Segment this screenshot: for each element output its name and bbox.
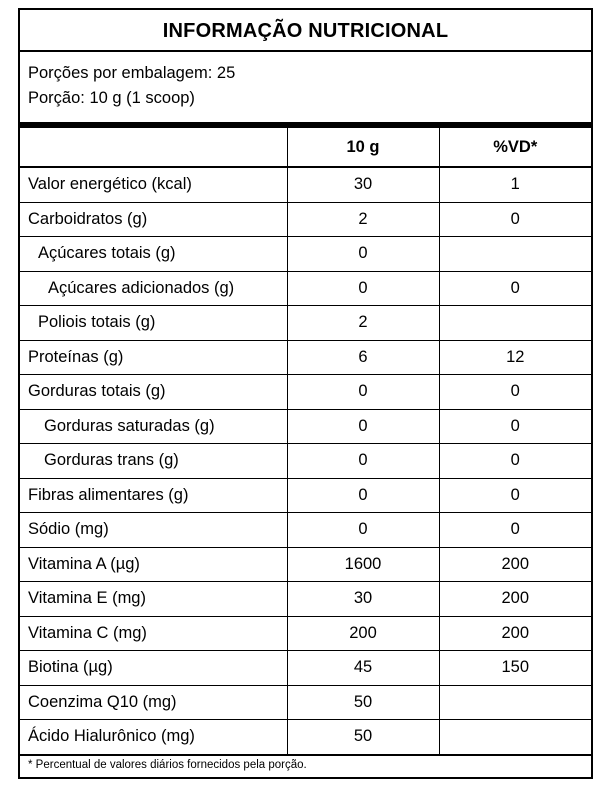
nutrient-name: Vitamina C (mg) xyxy=(20,616,287,651)
table-row xyxy=(20,616,591,651)
nutrient-vd: 0 xyxy=(439,513,591,548)
table-row xyxy=(20,237,591,272)
nutrient-name: Poliois totais (g) xyxy=(20,306,287,341)
nutrient-name: Carboidratos (g) xyxy=(20,202,287,237)
nutrient-vd: 0 xyxy=(439,478,591,513)
table-row xyxy=(20,720,591,755)
nutrient-amount: 50 xyxy=(287,685,439,720)
table-row xyxy=(20,547,591,582)
table-row xyxy=(20,444,591,479)
footnote: * Percentual de valores diários fornecidos pela porção. xyxy=(28,759,307,771)
nutrient-vd: 200 xyxy=(439,582,591,617)
nutrient-vd xyxy=(439,720,591,755)
table-row xyxy=(20,375,591,410)
nutrient-vd: 0 xyxy=(439,202,591,237)
nutrient-amount: 1600 xyxy=(287,547,439,582)
nutrient-vd xyxy=(439,685,591,720)
nutrient-vd: 0 xyxy=(439,375,591,410)
nutrient-amount: 30 xyxy=(287,582,439,617)
table-row xyxy=(20,651,591,686)
nutrient-name: Proteínas (g) xyxy=(20,340,287,375)
nutrient-vd: 1 xyxy=(439,167,591,202)
nutrient-vd: 150 xyxy=(439,651,591,686)
nutrient-vd xyxy=(439,237,591,272)
table-row xyxy=(20,478,591,513)
nutrient-vd: 0 xyxy=(439,444,591,479)
nutrient-amount: 45 xyxy=(287,651,439,686)
nutrient-name: Vitamina A (µg) xyxy=(20,547,287,582)
nutrient-amount: 2 xyxy=(287,202,439,237)
table-row xyxy=(20,409,591,444)
nutrient-vd xyxy=(439,306,591,341)
table-row xyxy=(20,167,591,202)
nutrient-amount: 6 xyxy=(287,340,439,375)
table-row xyxy=(20,513,591,548)
nutrient-name: Açúcares totais (g) xyxy=(20,237,287,272)
nutrient-name: Ácido Hialurônico (mg) xyxy=(20,720,287,755)
nutrient-name: Vitamina E (mg) xyxy=(20,582,287,617)
portions-per-package: Porções por embalagem: 25 xyxy=(28,64,236,82)
nutrient-vd: 12 xyxy=(439,340,591,375)
nutrient-amount: 0 xyxy=(287,444,439,479)
nutrient-amount: 200 xyxy=(287,616,439,651)
nutrient-amount: 0 xyxy=(287,271,439,306)
label-title: INFORMAÇÃO NUTRICIONAL xyxy=(20,10,591,52)
header-vd: %VD* xyxy=(439,128,591,167)
nutrient-vd: 0 xyxy=(439,271,591,306)
nutrient-amount: 2 xyxy=(287,306,439,341)
nutrition-label xyxy=(18,8,593,779)
nutrient-amount: 0 xyxy=(287,375,439,410)
nutrient-vd: 200 xyxy=(439,547,591,582)
nutrient-vd: 0 xyxy=(439,409,591,444)
table-row xyxy=(20,340,591,375)
nutrient-name: Gorduras trans (g) xyxy=(20,444,287,479)
nutrient-name: Gorduras saturadas (g) xyxy=(20,409,287,444)
table-row xyxy=(20,306,591,341)
nutrient-name: Açúcares adicionados (g) xyxy=(20,271,287,306)
nutrient-amount: 30 xyxy=(287,167,439,202)
nutrient-amount: 0 xyxy=(287,478,439,513)
nutrient-amount: 0 xyxy=(287,513,439,548)
portion-size: Porção: 10 g (1 scoop) xyxy=(28,89,195,107)
nutrient-amount: 0 xyxy=(287,237,439,272)
nutrient-amount: 0 xyxy=(287,409,439,444)
nutrient-amount: 50 xyxy=(287,720,439,755)
table-header-row xyxy=(20,128,591,167)
nutrient-name: Coenzima Q10 (mg) xyxy=(20,685,287,720)
table-row xyxy=(20,685,591,720)
table-row xyxy=(20,202,591,237)
table-row xyxy=(20,582,591,617)
header-amount: 10 g xyxy=(287,128,439,167)
nutrient-name: Valor energético (kcal) xyxy=(20,167,287,202)
nutrient-vd: 200 xyxy=(439,616,591,651)
nutrient-name: Sódio (mg) xyxy=(20,513,287,548)
nutrient-name: Biotina (µg) xyxy=(20,651,287,686)
table-row xyxy=(20,271,591,306)
nutrition-table xyxy=(20,128,591,756)
header-nutrient xyxy=(20,128,287,167)
nutrient-name: Fibras alimentares (g) xyxy=(20,478,287,513)
nutrient-name: Gorduras totais (g) xyxy=(20,375,287,410)
